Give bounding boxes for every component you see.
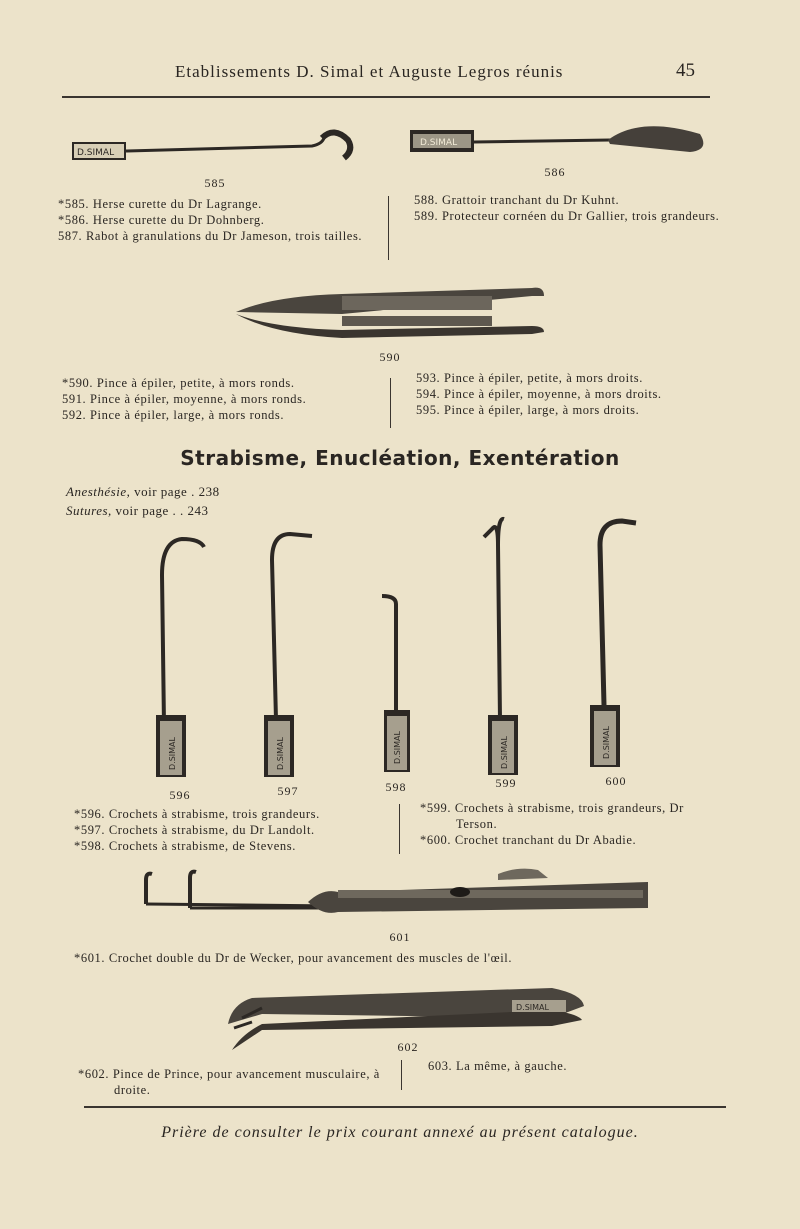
list-item: 595. Pince à épiler, large, à mors droits. [416,403,640,417]
list-item: 592. Pince à épiler, large, à mors ronds. [62,408,285,422]
list-item: *590. Pince à épiler, petite, à mors ronds. [62,376,295,390]
maker-mark: D.SIMAL [393,731,402,764]
list-item: 588. Grattoir tranchant du Dr Kuhnt. [414,193,620,207]
reference-page: 243 [187,503,209,518]
figure-label-601: 601 [389,930,411,944]
footer-note: Prière de consulter le prix courant annexé au présent catalogue. [161,1124,639,1141]
maker-mark: D.SIMAL [500,736,509,769]
figure-label-585: 585 [204,176,226,190]
list-item: *599. Crochets à strabisme, trois grandeurs, Dr Terson. [420,801,684,831]
reference-label: Anesthésie, [66,484,131,499]
maker-mark: D.SIMAL [420,138,458,148]
list-item: 587. Rabot à granulations du Dr Jameson, trois tailles. [58,229,363,243]
item-list-603 [428,1058,718,1074]
list-item: *597. Crochets à strabisme, du Dr Landolt. [74,823,315,837]
list-item: 594. Pince à épiler, moyenne, à mors droits. [416,387,662,401]
item-list-599-600 [420,800,720,848]
reference-anesthesie [66,484,220,500]
item-list-596-598 [74,806,392,854]
reference-sutures [66,503,209,519]
column-divider [401,1060,402,1090]
maker-mark: D.SIMAL [77,148,115,158]
figure-label-596: 596 [169,788,191,802]
list-item: 591. Pince à épiler, moyenne, à mors ronds. [62,392,307,406]
maker-mark: D.SIMAL [602,726,611,759]
instrument-586-illustration [410,118,710,160]
list-item: 593. Pince à épiler, petite, à mors droits. [416,371,643,385]
figure-label-599: 599 [495,776,517,790]
item-list-588-589 [414,192,722,224]
page-number: 45 [676,60,695,81]
item-list-585-587 [58,196,380,244]
item-601 [74,950,734,966]
column-divider [390,378,391,428]
maker-mark: D.SIMAL [168,737,177,770]
maker-mark: D.SIMAL [276,737,285,770]
figure-label-600: 600 [605,774,627,788]
list-item: *596. Crochets à strabisme, trois grandeurs. [74,807,320,821]
instrument-585-illustration [72,128,362,173]
footer-rule [84,1106,726,1108]
item-list-590-592 [62,375,382,423]
reference-text: voir page . . [115,503,184,518]
instrument-590-illustration [232,282,552,342]
reference-text: voir page . [134,484,195,499]
figure-label-602: 602 [397,1040,419,1054]
list-item: *585. Herse curette du Dr Lagrange. [58,197,262,211]
instrument-599-illustration [478,515,538,780]
instrument-596-illustration [150,535,210,780]
list-item: 603. La même, à gauche. [428,1059,568,1073]
list-item: *601. Crochet double du Dr de Wecker, pour avancement des muscles de l'œil. [74,951,513,965]
reference-label: Sutures, [66,503,112,518]
column-divider [388,196,389,260]
list-item: *586. Herse curette du Dr Dohnberg. [58,213,265,227]
instrument-600-illustration [586,515,646,775]
instrument-597-illustration [258,530,318,780]
page-header [0,58,800,88]
instrument-598-illustration [376,592,416,782]
column-divider [399,804,400,854]
reference-page: 238 [198,484,220,499]
list-item: *602. Pince de Prince, pour avancement musculaire, à droite. [78,1067,380,1097]
figure-label-586: 586 [544,165,566,179]
figure-label-598: 598 [385,780,407,794]
figure-label-597: 597 [277,784,299,798]
header-rule [62,96,710,98]
figure-label-590: 590 [379,350,401,364]
maker-mark: D.SIMAL [516,1003,549,1012]
list-item: 589. Protecteur cornéen du Dr Gallier, trois grandeurs. [414,209,720,223]
instrument-601-illustration [138,862,653,917]
header-title: Etablissements D. Simal et Auguste Legros réunis [175,62,564,81]
list-item: *598. Crochets à strabisme, de Stevens. [74,839,296,853]
item-list-593-595 [416,370,716,418]
section-title: Strabisme, Enucléation, Exentération [180,446,620,470]
item-list-602 [78,1066,382,1098]
list-item: *600. Crochet tranchant du Dr Abadie. [420,833,637,847]
